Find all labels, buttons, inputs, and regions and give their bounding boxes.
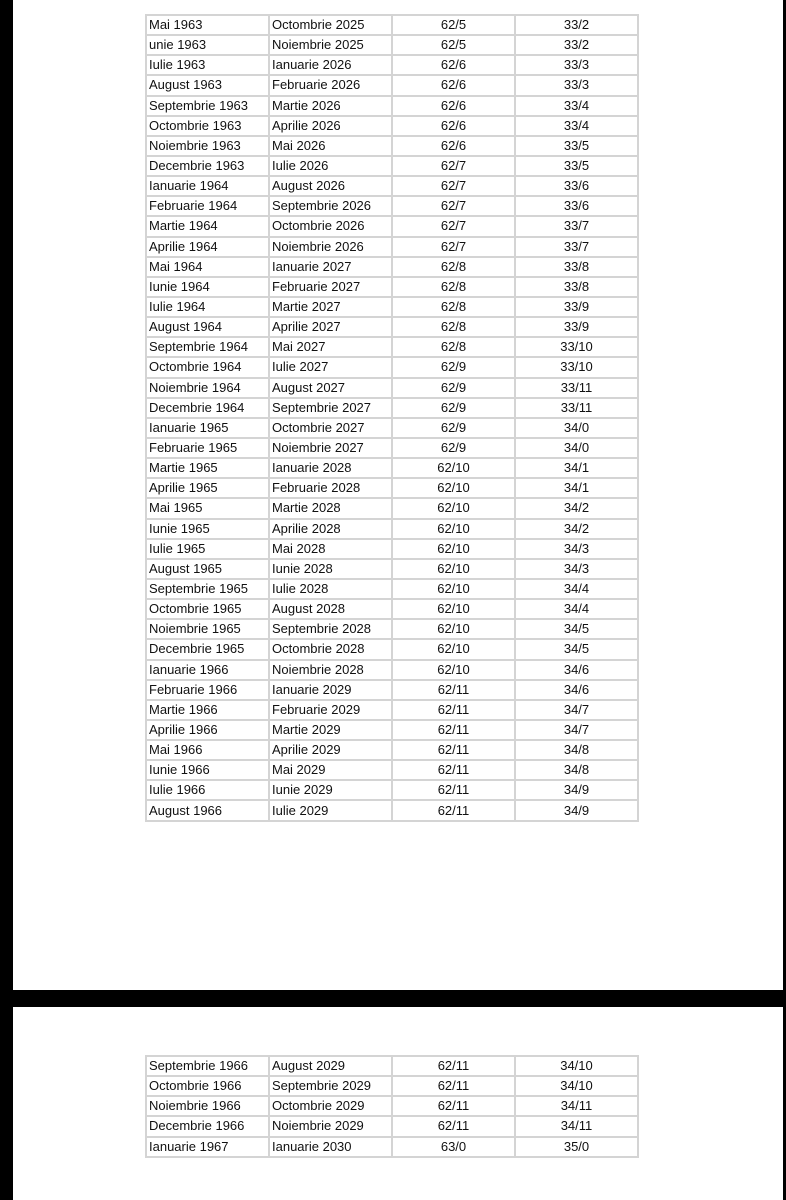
birth-month-cell: Martie 1966 [146, 700, 269, 720]
birth-month-cell: Martie 1965 [146, 458, 269, 478]
retirement-date-cell: Octombrie 2029 [269, 1096, 392, 1116]
birth-month-cell: Iunie 1966 [146, 760, 269, 780]
retirement-date-cell: Mai 2026 [269, 136, 392, 156]
contribution-period-cell: 34/1 [515, 478, 638, 498]
standard-age-cell: 62/10 [392, 478, 515, 498]
retirement-date-cell: Iulie 2029 [269, 800, 392, 820]
contribution-period-cell: 33/2 [515, 15, 638, 35]
birth-month-cell: August 1963 [146, 75, 269, 95]
contribution-period-cell: 34/7 [515, 720, 638, 740]
birth-month-cell: Septembrie 1963 [146, 96, 269, 116]
birth-month-cell: Noiembrie 1964 [146, 378, 269, 398]
standard-age-cell: 62/6 [392, 96, 515, 116]
contribution-period-cell: 34/4 [515, 579, 638, 599]
retirement-date-cell: Septembrie 2029 [269, 1076, 392, 1096]
table-row [146, 498, 638, 518]
retirement-date-cell: Noiembrie 2028 [269, 660, 392, 680]
birth-month-cell: Octombrie 1963 [146, 116, 269, 136]
contribution-period-cell: 34/8 [515, 760, 638, 780]
birth-month-cell: Decembrie 1965 [146, 639, 269, 659]
birth-month-cell: Februarie 1965 [146, 438, 269, 458]
standard-age-cell: 62/11 [392, 700, 515, 720]
retirement-date-cell: Iulie 2027 [269, 357, 392, 377]
table-body [146, 1056, 638, 1157]
birth-month-cell: Decembrie 1964 [146, 398, 269, 418]
table-row [146, 599, 638, 619]
standard-age-cell: 62/8 [392, 277, 515, 297]
birth-month-cell: Ianuarie 1967 [146, 1137, 269, 1157]
contribution-period-cell: 33/2 [515, 35, 638, 55]
standard-age-cell: 62/10 [392, 498, 515, 518]
birth-month-cell: Iunie 1964 [146, 277, 269, 297]
contribution-period-cell: 34/6 [515, 660, 638, 680]
contribution-period-cell: 33/11 [515, 398, 638, 418]
birth-month-cell: Mai 1964 [146, 257, 269, 277]
standard-age-cell: 62/11 [392, 760, 515, 780]
table-row [146, 357, 638, 377]
standard-age-cell: 62/6 [392, 75, 515, 95]
table-row [146, 579, 638, 599]
table-row [146, 317, 638, 337]
table-row [146, 539, 638, 559]
standard-age-cell: 62/11 [392, 680, 515, 700]
standard-age-cell: 62/10 [392, 619, 515, 639]
contribution-period-cell: 34/0 [515, 438, 638, 458]
table-row [146, 720, 638, 740]
birth-month-cell: unie 1963 [146, 35, 269, 55]
table-row [146, 559, 638, 579]
contribution-period-cell: 33/5 [515, 136, 638, 156]
standard-age-cell: 62/11 [392, 780, 515, 800]
birth-month-cell: Octombrie 1964 [146, 357, 269, 377]
birth-month-cell: August 1965 [146, 559, 269, 579]
standard-age-cell: 62/9 [392, 398, 515, 418]
birth-month-cell: Ianuarie 1966 [146, 660, 269, 680]
standard-age-cell: 62/9 [392, 357, 515, 377]
standard-age-cell: 63/0 [392, 1137, 515, 1157]
standard-age-cell: 62/10 [392, 599, 515, 619]
standard-age-cell: 62/10 [392, 539, 515, 559]
birth-month-cell: Septembrie 1966 [146, 1056, 269, 1076]
standard-age-cell: 62/6 [392, 136, 515, 156]
table-row [146, 740, 638, 760]
contribution-period-cell: 33/8 [515, 257, 638, 277]
table-row [146, 700, 638, 720]
standard-age-cell: 62/10 [392, 458, 515, 478]
retirement-date-cell: Februarie 2028 [269, 478, 392, 498]
birth-month-cell: Mai 1965 [146, 498, 269, 518]
standard-age-cell: 62/7 [392, 196, 515, 216]
table-row [146, 55, 638, 75]
contribution-period-cell: 34/3 [515, 559, 638, 579]
table-row [146, 639, 638, 659]
standard-age-cell: 62/10 [392, 660, 515, 680]
table-row [146, 1056, 638, 1076]
birth-month-cell: Septembrie 1965 [146, 579, 269, 599]
contribution-period-cell: 33/4 [515, 116, 638, 136]
retirement-date-cell: Iulie 2028 [269, 579, 392, 599]
retirement-date-cell: Martie 2029 [269, 720, 392, 740]
standard-age-cell: 62/9 [392, 418, 515, 438]
birth-month-cell: Iunie 1965 [146, 519, 269, 539]
retirement-table-page-2 [145, 1055, 639, 1158]
table-row [146, 176, 638, 196]
retirement-date-cell: Aprilie 2026 [269, 116, 392, 136]
standard-age-cell: 62/11 [392, 1056, 515, 1076]
contribution-period-cell: 34/4 [515, 599, 638, 619]
retirement-date-cell: Noiembrie 2026 [269, 237, 392, 257]
table-row [146, 297, 638, 317]
standard-age-cell: 62/6 [392, 55, 515, 75]
table-row [146, 75, 638, 95]
document-page-1 [13, 0, 783, 990]
birth-month-cell: Septembrie 1964 [146, 337, 269, 357]
retirement-date-cell: Februarie 2029 [269, 700, 392, 720]
birth-month-cell: Februarie 1964 [146, 196, 269, 216]
birth-month-cell: Ianuarie 1964 [146, 176, 269, 196]
birth-month-cell: Iulie 1964 [146, 297, 269, 317]
table-row [146, 1116, 638, 1136]
retirement-date-cell: Aprilie 2027 [269, 317, 392, 337]
contribution-period-cell: 34/2 [515, 519, 638, 539]
table-row [146, 277, 638, 297]
table-row [146, 156, 638, 176]
standard-age-cell: 62/11 [392, 720, 515, 740]
document-page-2 [13, 1007, 783, 1200]
standard-age-cell: 62/7 [392, 216, 515, 236]
birth-month-cell: Iulie 1963 [146, 55, 269, 75]
contribution-period-cell: 33/7 [515, 237, 638, 257]
birth-month-cell: August 1964 [146, 317, 269, 337]
retirement-date-cell: Noiembrie 2027 [269, 438, 392, 458]
retirement-date-cell: Ianuarie 2026 [269, 55, 392, 75]
retirement-date-cell: August 2027 [269, 378, 392, 398]
contribution-period-cell: 34/5 [515, 639, 638, 659]
birth-month-cell: Aprilie 1964 [146, 237, 269, 257]
retirement-date-cell: Ianuarie 2028 [269, 458, 392, 478]
retirement-date-cell: Iunie 2029 [269, 780, 392, 800]
standard-age-cell: 62/7 [392, 176, 515, 196]
birth-month-cell: Decembrie 1966 [146, 1116, 269, 1136]
contribution-period-cell: 33/5 [515, 156, 638, 176]
table-row [146, 780, 638, 800]
table-row [146, 800, 638, 820]
retirement-date-cell: Februarie 2026 [269, 75, 392, 95]
standard-age-cell: 62/9 [392, 438, 515, 458]
table-row [146, 1137, 638, 1157]
retirement-date-cell: Martie 2028 [269, 498, 392, 518]
contribution-period-cell: 33/7 [515, 216, 638, 236]
retirement-date-cell: Octombrie 2026 [269, 216, 392, 236]
contribution-period-cell: 34/5 [515, 619, 638, 639]
birth-month-cell: Octombrie 1965 [146, 599, 269, 619]
retirement-date-cell: Octombrie 2025 [269, 15, 392, 35]
table-row [146, 418, 638, 438]
standard-age-cell: 62/7 [392, 237, 515, 257]
retirement-date-cell: Mai 2027 [269, 337, 392, 357]
standard-age-cell: 62/11 [392, 1076, 515, 1096]
standard-age-cell: 62/5 [392, 35, 515, 55]
standard-age-cell: 62/11 [392, 740, 515, 760]
table-row [146, 116, 638, 136]
retirement-date-cell: Octombrie 2027 [269, 418, 392, 438]
standard-age-cell: 62/8 [392, 317, 515, 337]
retirement-date-cell: Octombrie 2028 [269, 639, 392, 659]
birth-month-cell: Aprilie 1965 [146, 478, 269, 498]
birth-month-cell: Decembrie 1963 [146, 156, 269, 176]
retirement-date-cell: Aprilie 2029 [269, 740, 392, 760]
standard-age-cell: 62/6 [392, 116, 515, 136]
table-row [146, 438, 638, 458]
standard-age-cell: 62/8 [392, 257, 515, 277]
table-row [146, 337, 638, 357]
retirement-date-cell: Aprilie 2028 [269, 519, 392, 539]
birth-month-cell: Martie 1964 [146, 216, 269, 236]
retirement-date-cell: Noiembrie 2029 [269, 1116, 392, 1136]
retirement-date-cell: Septembrie 2027 [269, 398, 392, 418]
birth-month-cell: Iulie 1965 [146, 539, 269, 559]
birth-month-cell: Noiembrie 1963 [146, 136, 269, 156]
table-row [146, 35, 638, 55]
standard-age-cell: 62/10 [392, 519, 515, 539]
table-row [146, 257, 638, 277]
retirement-date-cell: Mai 2029 [269, 760, 392, 780]
contribution-period-cell: 33/9 [515, 317, 638, 337]
standard-age-cell: 62/11 [392, 1116, 515, 1136]
contribution-period-cell: 34/10 [515, 1076, 638, 1096]
contribution-period-cell: 34/0 [515, 418, 638, 438]
table-row [146, 216, 638, 236]
standard-age-cell: 62/10 [392, 639, 515, 659]
retirement-date-cell: Ianuarie 2030 [269, 1137, 392, 1157]
contribution-period-cell: 34/10 [515, 1056, 638, 1076]
retirement-date-cell: Noiembrie 2025 [269, 35, 392, 55]
birth-month-cell: Noiembrie 1965 [146, 619, 269, 639]
contribution-period-cell: 33/10 [515, 357, 638, 377]
table-row [146, 96, 638, 116]
birth-month-cell: Aprilie 1966 [146, 720, 269, 740]
retirement-date-cell: Iulie 2026 [269, 156, 392, 176]
contribution-period-cell: 33/8 [515, 277, 638, 297]
retirement-date-cell: Martie 2026 [269, 96, 392, 116]
birth-month-cell: Octombrie 1966 [146, 1076, 269, 1096]
contribution-period-cell: 34/2 [515, 498, 638, 518]
contribution-period-cell: 33/6 [515, 176, 638, 196]
retirement-date-cell: Ianuarie 2027 [269, 257, 392, 277]
standard-age-cell: 62/8 [392, 337, 515, 357]
retirement-date-cell: Iunie 2028 [269, 559, 392, 579]
table-row [146, 1096, 638, 1116]
birth-month-cell: Februarie 1966 [146, 680, 269, 700]
table-row [146, 478, 638, 498]
table-row [146, 760, 638, 780]
standard-age-cell: 62/10 [392, 559, 515, 579]
table-row [146, 136, 638, 156]
contribution-period-cell: 34/11 [515, 1116, 638, 1136]
table-row [146, 458, 638, 478]
contribution-period-cell: 34/8 [515, 740, 638, 760]
contribution-period-cell: 34/7 [515, 700, 638, 720]
table-row [146, 619, 638, 639]
table-row [146, 398, 638, 418]
contribution-period-cell: 34/9 [515, 780, 638, 800]
standard-age-cell: 62/7 [392, 156, 515, 176]
contribution-period-cell: 34/1 [515, 458, 638, 478]
contribution-period-cell: 33/4 [515, 96, 638, 116]
standard-age-cell: 62/11 [392, 800, 515, 820]
birth-month-cell: Mai 1963 [146, 15, 269, 35]
birth-month-cell: Noiembrie 1966 [146, 1096, 269, 1116]
table-row [146, 519, 638, 539]
standard-age-cell: 62/5 [392, 15, 515, 35]
contribution-period-cell: 34/11 [515, 1096, 638, 1116]
retirement-date-cell: August 2029 [269, 1056, 392, 1076]
table-row [146, 378, 638, 398]
contribution-period-cell: 33/3 [515, 75, 638, 95]
contribution-period-cell: 33/10 [515, 337, 638, 357]
retirement-date-cell: Mai 2028 [269, 539, 392, 559]
contribution-period-cell: 33/6 [515, 196, 638, 216]
retirement-date-cell: Septembrie 2028 [269, 619, 392, 639]
standard-age-cell: 62/11 [392, 1096, 515, 1116]
birth-month-cell: Ianuarie 1965 [146, 418, 269, 438]
retirement-date-cell: Februarie 2027 [269, 277, 392, 297]
birth-month-cell: Mai 1966 [146, 740, 269, 760]
contribution-period-cell: 33/9 [515, 297, 638, 317]
contribution-period-cell: 34/3 [515, 539, 638, 559]
retirement-date-cell: August 2026 [269, 176, 392, 196]
retirement-date-cell: August 2028 [269, 599, 392, 619]
table-row [146, 660, 638, 680]
table-row [146, 680, 638, 700]
retirement-date-cell: Ianuarie 2029 [269, 680, 392, 700]
retirement-date-cell: Martie 2027 [269, 297, 392, 317]
standard-age-cell: 62/9 [392, 378, 515, 398]
contribution-period-cell: 33/11 [515, 378, 638, 398]
standard-age-cell: 62/8 [392, 297, 515, 317]
contribution-period-cell: 34/9 [515, 800, 638, 820]
contribution-period-cell: 35/0 [515, 1137, 638, 1157]
table-row [146, 237, 638, 257]
table-row [146, 1076, 638, 1096]
retirement-date-cell: Septembrie 2026 [269, 196, 392, 216]
table-row [146, 15, 638, 35]
birth-month-cell: Iulie 1966 [146, 780, 269, 800]
contribution-period-cell: 34/6 [515, 680, 638, 700]
birth-month-cell: August 1966 [146, 800, 269, 820]
contribution-period-cell: 33/3 [515, 55, 638, 75]
retirement-table-page-1 [145, 14, 639, 822]
table-row [146, 196, 638, 216]
table-body [146, 15, 638, 821]
standard-age-cell: 62/10 [392, 579, 515, 599]
